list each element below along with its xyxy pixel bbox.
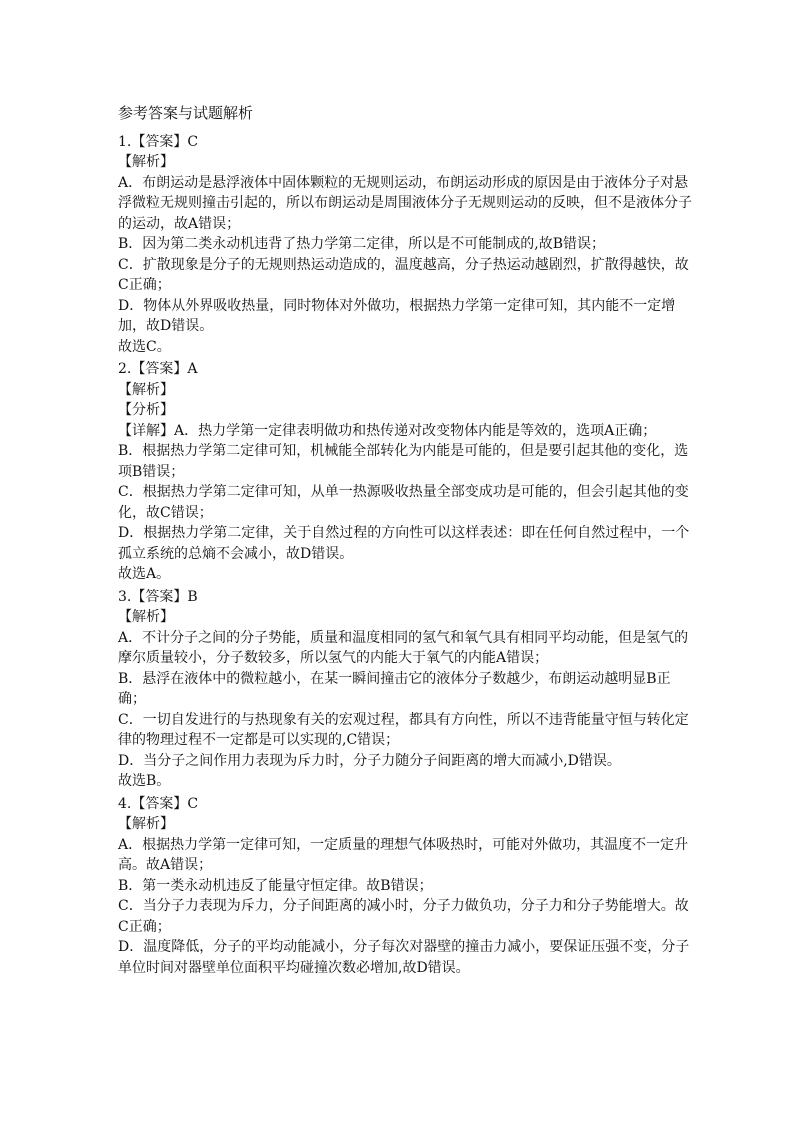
analysis-line: C．一切自发进行的与热现象有关的宏观过程，都具有方向性，所以不违背能量守恒与转化定律的物理过程不一定都是可以实现的,C错误； xyxy=(118,711,689,748)
question-1 xyxy=(118,132,696,358)
answer-content xyxy=(118,103,696,978)
choice-line: 故选C。 xyxy=(118,338,171,355)
analysis-line: B．因为第二类永动机违背了热力学第二定律，所以是不可能制成的,故B错误； xyxy=(118,236,606,252)
analysis-line: 【分析】 xyxy=(118,402,174,418)
analysis-line: C．根据热力学第二定律可知，从单一热源吸收热量全部变成功是可能的，但会引起其他的变化，故C错误； xyxy=(118,484,689,521)
answer-line: 3.【答案】B xyxy=(118,588,198,605)
analysis-line: A．根据热力学第一定律可知，一定质量的理想气体吸热时，可能对外做功，其温度不一定升高。故A错误； xyxy=(118,836,689,873)
analysis-line: A．布朗运动是悬浮液体中固体颗粒的无规则运动，布朗运动形成的原因是由于液体分子对悬浮微粒无规则撞击引起的，所以布朗运动是周围液体分子无规则运动的反映，但不是液体分子的运动，故A错误； xyxy=(118,174,692,232)
analysis-line: 【解析】 xyxy=(118,609,174,625)
answer-line: 1.【答案】C xyxy=(118,133,199,150)
choice-line: 故选B。 xyxy=(118,773,171,789)
analysis-line: 【解析】 xyxy=(118,154,174,170)
answer-line: 4.【答案】C xyxy=(118,795,199,812)
page-title: 参考答案与试题解析 xyxy=(118,104,254,122)
analysis-line: D．根据热力学第二定律，关于自然过程的方向性可以这样表述：即在任何自然过程中，一个孤立系统的总熵不会减小，故D错误。 xyxy=(118,525,690,562)
analysis-line: 【详解】A．热力学第一定律表明做功和热传递对改变物体内能是等效的，选项A正确； xyxy=(118,422,657,439)
analysis-line: C．扩散现象是分子的无规则热运动造成的，温度越高，分子热运动越剧烈，扩散得越快，故C正确； xyxy=(118,256,689,293)
analysis-line: D．温度降低，分子的平均动能减小，分子每次对器壁的撞击力减小，要保证压强不变，分子单位时间对器壁单位面积平均碰撞次数必增加,故D错误。 xyxy=(118,939,690,976)
analysis-line: 【解析】 xyxy=(118,381,174,398)
analysis-line: A．不计分子之间的分子势能，质量和温度相同的氢气和氧气具有相同平均动能，但是氢气的摩尔质量较小，分子数较多，所以氢气的内能大于氧气的内能A错误； xyxy=(118,629,689,666)
analysis-line: 【解析】 xyxy=(118,816,174,832)
analysis-line: D．物体从外界吸收热量，同时物体对外做功，根据热力学第一定律可知，其内能不一定增加，故D错误。 xyxy=(118,297,676,334)
question-2 xyxy=(118,359,696,585)
analysis-line: C．当分子力表现为斥力，分子间距离的减小时，分子力做负功，分子力和分子势能增大。故C正确； xyxy=(118,898,689,935)
analysis-line: B．根据热力学第二定律可知，机械能全部转化为内能是可能的，但是要引起其他的变化，选项B错误； xyxy=(118,443,689,480)
analysis-line: D．当分子之间作用力表现为斥力时，分子力随分子间距离的增大而减小,D错误。 xyxy=(118,752,621,769)
question-4 xyxy=(118,794,696,979)
analysis-line: B．第一类永动机违反了能量守恒定律。故B错误； xyxy=(118,877,433,894)
analysis-line: B．悬浮在液体中的微粒越小，在某一瞬间撞击它的液体分子数越少，布朗运动越明显B正确； xyxy=(118,670,671,707)
answer-line: 2.【答案】A xyxy=(118,361,198,377)
choice-line: 故选A。 xyxy=(118,566,171,582)
question-3 xyxy=(118,587,696,792)
